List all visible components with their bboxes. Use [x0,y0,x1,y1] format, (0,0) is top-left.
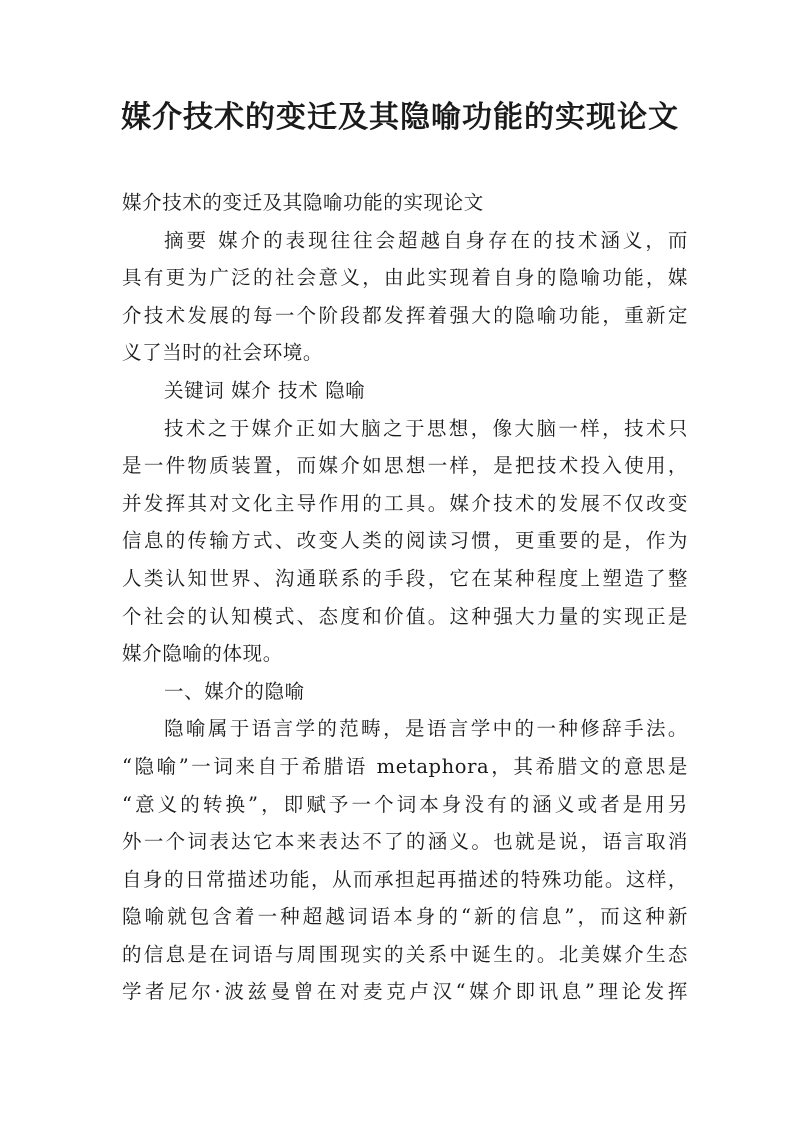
paragraph-line: 是一件物质装置，而媒介如思想一样，是把技术投入使用， [122,454,688,478]
abstract-line: 具有更为广泛的社会意义，由此实现着自身的隐喻功能，媒 [122,266,688,290]
abstract-line: 摘要 媒介的表现往往会超越自身存在的技术涵义，而 [164,228,688,252]
paragraph-line: 人类认知世界、沟通联系的手段，它在某种程度上塑造了整 [122,566,688,590]
subtitle-line: 媒介技术的变迁及其隐喻功能的实现论文 [122,191,484,214]
paragraph-line: “隐喻”一词来自于希腊语 metaphora，其希腊文的意思是 [122,754,688,778]
paragraph-line: 学者尼尔·波兹曼曾在对麦克卢汉“媒介即讯息”理论发挥 [122,980,688,1004]
paragraph-line: 媒介隐喻的体现。 [122,642,283,666]
abstract-line: 义了当时的社会环境。 [122,341,324,365]
paragraph-line: 外一个词表达它本来表达不了的涵义。也就是说，语言取消 [122,830,688,854]
document-title: 媒介技术的变迁及其隐喻功能的实现论文 [121,100,679,135]
paragraph-line: 并发挥其对文化主导作用的工具。媒介技术的发展不仅改变 [122,491,688,515]
paragraph-line: “意义的转换”，即赋予一个词本身没有的涵义或者是用另 [122,792,688,816]
document-body [122,184,688,1011]
keywords-line: 关键词 媒介 技术 隐喻 [164,378,366,402]
paragraph-line: 信息的传输方式、改变人类的阅读习惯，更重要的是，作为 [122,529,688,553]
abstract-line: 介技术发展的每一个阶段都发挥着强大的隐喻功能，重新定 [122,303,688,327]
paragraph-line: 个社会的认知模式、态度和价值。这种强大力量的实现正是 [122,604,688,628]
paragraph-line: 隐喻属于语言学的范畴，是语言学中的一种修辞手法。 [164,717,688,741]
paragraph-line: 技术之于媒介正如大脑之于思想，像大脑一样，技术只 [164,416,688,440]
paragraph-line: 隐喻就包含着一种超越词语本身的“新的信息”，而这种新 [122,905,688,929]
paragraph-line: 的信息是在词语与周围现实的关系中诞生的。北美媒介生态 [122,942,688,966]
section-heading: 一、媒介的隐喻 [164,679,305,703]
paragraph-line: 自身的日常描述功能，从而承担起再描述的特殊功能。这样， [122,867,688,891]
